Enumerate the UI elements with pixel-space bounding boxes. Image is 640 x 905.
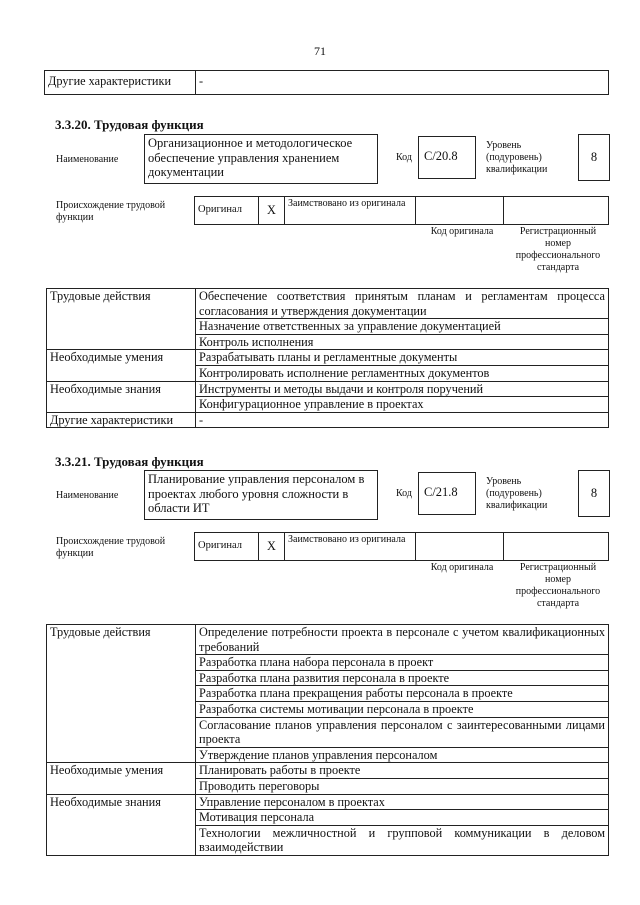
top-other-characteristics-table [44,70,609,95]
knowledge-label: Необходимые знания [47,381,196,412]
function-name-value: Организационное и методологическое обеспечение управления хранением документации [148,136,353,179]
qualification-level-box [578,470,610,517]
origin-table [194,532,609,561]
other-characteristics-label: Другие характеристики [45,71,196,95]
labor-action-item: Разработка системы мотивации персонала в проекте [196,701,609,717]
code-value: С/20.8 [424,149,458,163]
code-value: С/21.8 [424,485,458,499]
page-number: 71 [314,44,326,58]
original-mark: X [259,197,285,225]
skill-item: Контролировать исполнение регламентных документов [196,365,609,381]
skill-item: Разрабатывать планы и регламентные документы [196,350,609,366]
code-original-label: Код оригинала [430,226,494,237]
knowledge-item: Инструменты и методы выдачи и контроля поручений [196,381,609,397]
code-original-cell [416,533,504,561]
skills-label: Необходимые умения [47,350,196,381]
labor-action-item: Разработка плана набора персонала в проект [196,655,609,671]
other-characteristics-value: - [196,71,609,95]
qualification-level-value: 8 [590,486,598,500]
labor-action-item: Разработка плана развития персонала в проекте [196,670,609,686]
borrowed-label: Заимствовано из оригинала [285,197,416,225]
knowledge-item: Технологии межличностной и групповой коммуникации в деловом взаимодействии [196,825,609,855]
reg-number-label: Регистрационный номер профессионального стандарта [515,226,601,273]
code-box [418,136,476,179]
origin-label: Происхождение трудовой функции [56,536,166,559]
other-characteristics-label: Другие характеристики [47,412,196,428]
code-label: Код [396,488,412,499]
section-title: 3.3.21. Трудовая функция [55,454,204,469]
qualification-level-label: Уровень (подуровень) квалификации [486,140,548,175]
knowledge-item: Управление персоналом в проектах [196,794,609,810]
name-label: Наименование [56,154,119,165]
code-original-label: Код оригинала [430,562,494,573]
origin-table [194,196,609,225]
code-box [418,472,476,515]
labor-actions-label: Трудовые действия [47,625,196,763]
function-details-table [46,288,609,428]
labor-action-item: Контроль исполнения [196,334,609,350]
function-name-box [144,470,378,520]
original-label: Оригинал [195,533,259,561]
labor-action-item: Определение потребности проекта в персонале с учетом квалификационных требований [196,625,609,655]
section-title: 3.3.20. Трудовая функция [55,117,204,132]
skill-item: Проводить переговоры [196,778,609,794]
skills-label: Необходимые умения [47,763,196,794]
qualification-level-box [578,134,610,181]
labor-action-item: Обеспечение соответствия принятым планам и регламентам процесса согласования и утверждения документации [196,289,609,319]
labor-action-item: Утверждение планов управления персоналом [196,747,609,763]
knowledge-item: Конфигурационное управление в проектах [196,397,609,413]
qualification-level-label: Уровень (подуровень) квалификации [486,476,548,511]
labor-action-item: Согласование планов управления персоналом с заинтересованными лицами проекта [196,717,609,747]
qualification-level-value: 8 [590,150,598,164]
labor-actions-label: Трудовые действия [47,289,196,350]
code-label: Код [396,152,412,163]
borrowed-label: Заимствовано из оригинала [285,533,416,561]
original-label: Оригинал [195,197,259,225]
other-characteristics-value: - [196,412,609,428]
labor-action-item: Назначение ответственных за управление документацией [196,319,609,335]
original-mark: X [259,533,285,561]
function-name-value: Планирование управления персоналом в проектах любого уровня сложности в области ИТ [148,472,365,515]
name-label: Наименование [56,490,119,501]
reg-number-cell [504,197,609,225]
function-name-box [144,134,378,184]
knowledge-label: Необходимые знания [47,794,196,855]
reg-number-cell [504,533,609,561]
function-details-table [46,624,609,856]
origin-label: Происхождение трудовой функции [56,200,166,223]
reg-number-label: Регистрационный номер профессионального стандарта [515,562,601,609]
code-original-cell [416,197,504,225]
labor-action-item: Разработка плана прекращения работы персонала в проекте [196,686,609,702]
skill-item: Планировать работы в проекте [196,763,609,779]
knowledge-item: Мотивация персонала [196,810,609,826]
